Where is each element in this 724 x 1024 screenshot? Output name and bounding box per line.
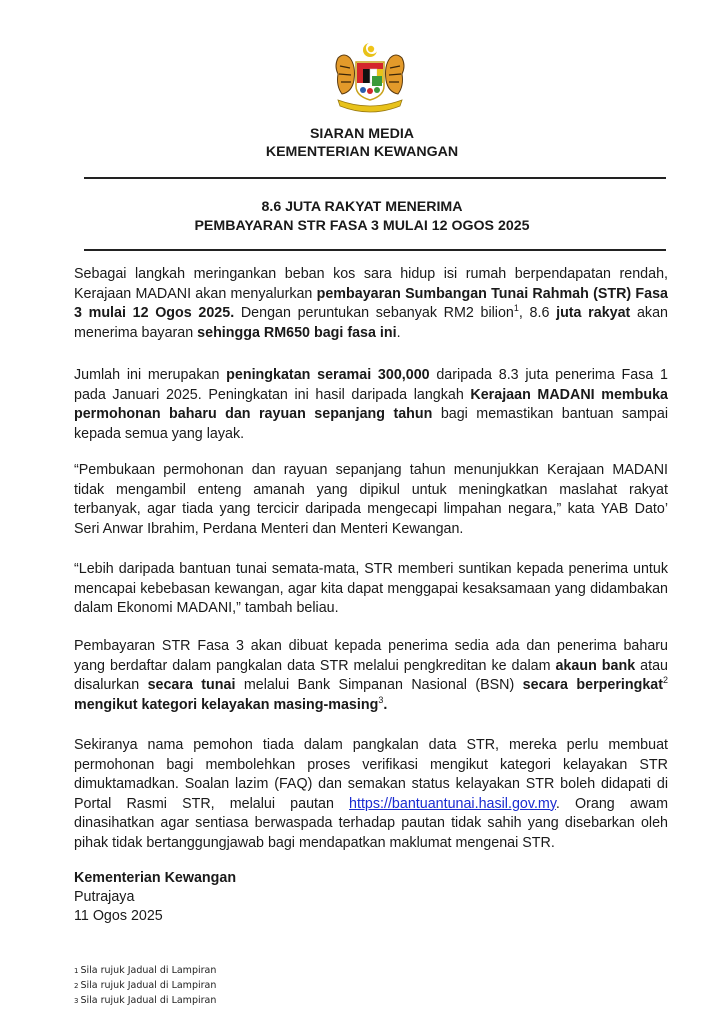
text: Sebagai langkah meringankan beban kos sara hidup isi rumah berpendapatan rendah, Kerajaan MADANI akan menyalurkan bbox=[74, 266, 668, 302]
signature-place: Putrajaya bbox=[74, 889, 135, 905]
signature-org: Kementerian Kewangan bbox=[74, 870, 237, 886]
footnote-text: Sila rujuk Jadual di Lampiran bbox=[80, 965, 217, 976]
bold-text: secara tunai bbox=[147, 677, 236, 694]
footnote-1 bbox=[74, 964, 216, 978]
text: Pembayaran STR Fasa 3 akan dibuat kepada penerima sedia ada dan penerima baharu yang berdaftar dalam pangkalan data STR melalui pengkreditan ke dalam bbox=[74, 638, 668, 674]
text: . Orang awam dinasihatkan agar sentiasa berwaspada terhadap pautan tidak sahih yang disebarkan oleh pihak tidak bertanggungjawab bagi mendapatkan maklumat mengenai STR. bbox=[74, 795, 668, 851]
paragraph-3-quote: “Pembukaan permohonan dan rayuan sepanjang tahun menunjukkan Kerajaan MADANI tidak mengambil enteng amanah yang dipikul untuk meningkatkan maslahat rakyat terbanyak, agar tiada yang tercicir daripada mengecapi limpahan negara,” kata YAB Dato’ Seri Anwar Ibrahim, Perdana Menteri dan Menteri Kewangan. bbox=[74, 462, 668, 537]
signature-date: 11 Ogos 2025 bbox=[74, 908, 163, 924]
paragraph-4-quote: “Lebih daripada bantuan tunai semata-mata, STR memberi suntikan kepada penerima untuk mencapai kebebasan kewangan, agar kita dapat menggapai kesaksamaan yang didambakan dalam Ekonomi MADANI,” tambah beliau. bbox=[74, 561, 668, 617]
header-ministry: KEMENTERIAN KEWANGAN bbox=[265, 144, 459, 160]
text: , 8.6 bbox=[518, 305, 557, 322]
paragraph-1 bbox=[74, 265, 668, 343]
bold-text: pembayaran Sumbangan Tunai Rahmah (STR) Fasa 3 mulai 12 Ogos 2025. bbox=[74, 285, 669, 322]
header-line-1: SIARAN MEDIA bbox=[309, 126, 415, 142]
divider-bottom bbox=[84, 249, 666, 251]
bold-text: . bbox=[383, 696, 388, 713]
malaysia-coat-of-arms-icon bbox=[330, 40, 410, 116]
footnote-2 bbox=[74, 979, 216, 993]
text: akan menerima bayaran bbox=[74, 305, 668, 341]
footnote-ref: 1 bbox=[513, 303, 519, 314]
title-line-1: 8.6 JUTA RAKYAT MENERIMA bbox=[261, 199, 463, 215]
text: Sekiranya nama pemohon tiada dalam pangkalan data STR, mereka perlu membuat permohonan bagi membolehkan proses verifikasi mengikut kategori kelayakan STR dimuktamadkan. Soalan lazim (FAQ) dan semakan status kelayakan STR boleh didapati di Portal Rasmi STR, melalui pautan bbox=[74, 737, 668, 812]
text: . bbox=[396, 324, 401, 341]
title-line-2: PEMBAYARAN STR FASA 3 MULAI 12 OGOS 2025 bbox=[194, 218, 530, 234]
footnote-text: Sila rujuk Jadual di Lampiran bbox=[80, 995, 217, 1006]
footnote-number: 2 bbox=[74, 982, 79, 990]
text: melalui Bank Simpanan Nasional (BSN) bbox=[235, 677, 523, 694]
text: Jumlah ini merupakan bbox=[74, 367, 227, 383]
text: Dengan peruntukan sebanyak RM2 bilion bbox=[234, 305, 514, 322]
bold-text: juta rakyat bbox=[556, 305, 631, 322]
text: bagi memastikan bantuan sampai kepada semua yang layak. bbox=[74, 406, 668, 442]
footnote-number: 1 bbox=[74, 967, 79, 975]
footnote-ref: 3 bbox=[378, 695, 384, 706]
text: daripada 8.3 juta penerima Fasa 1 pada Januari 2025. Peningkatan ini hasil daripada langkah bbox=[74, 367, 668, 403]
footnote-number: 3 bbox=[74, 997, 79, 1005]
paragraph-5 bbox=[74, 637, 668, 715]
bold-text: sehingga RM650 bagi fasa ini bbox=[197, 324, 397, 341]
footnote-ref: 2 bbox=[663, 675, 669, 686]
str-portal-link[interactable]: https://bantuantunai.hasil.gov.my bbox=[349, 795, 556, 812]
paragraph-2 bbox=[74, 366, 668, 444]
divider-top bbox=[84, 177, 666, 179]
bold-text: peningkatan seramai 300,000 bbox=[226, 367, 430, 383]
text: atau disalurkan bbox=[74, 657, 668, 694]
footnote-3 bbox=[74, 994, 216, 1008]
bold-text: akaun bank bbox=[555, 657, 636, 674]
paragraph-6 bbox=[74, 736, 668, 854]
bold-text: Kerajaan MADANI membuka permohonan baharu dan rayuan sepanjang tahun bbox=[74, 386, 668, 423]
footnote-text: Sila rujuk Jadual di Lampiran bbox=[80, 980, 217, 991]
bold-text: mengikut kategori kelayakan masing-masing bbox=[74, 696, 379, 713]
bold-text: secara berperingkat bbox=[522, 677, 663, 694]
